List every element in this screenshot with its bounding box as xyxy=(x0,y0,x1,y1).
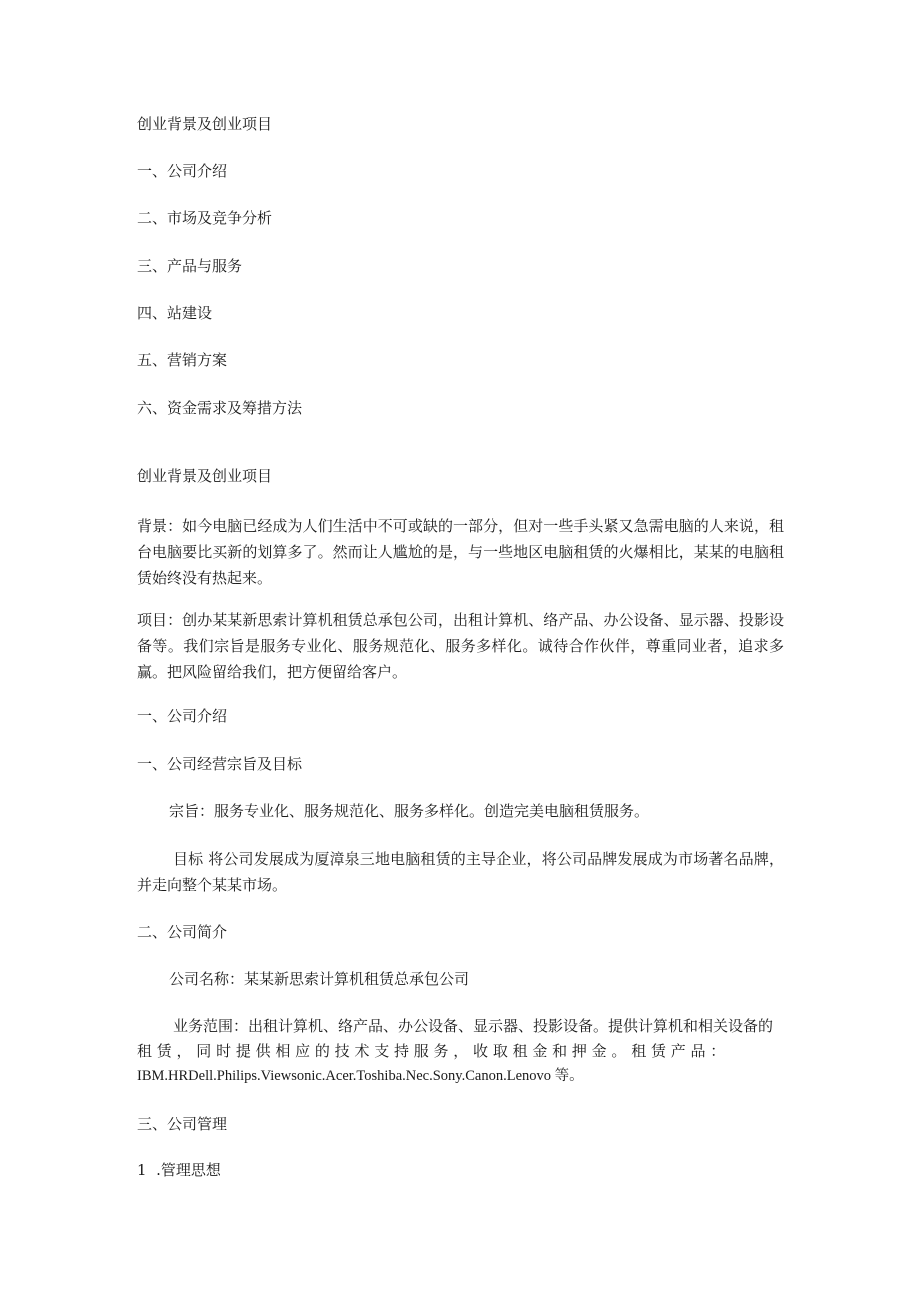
purpose-heading: 一、公司经营宗旨及目标 xyxy=(137,755,303,773)
toc-item-company-intro: 一、公司介绍 xyxy=(137,162,228,180)
profile-heading: 二、公司简介 xyxy=(137,923,228,941)
section-title: 创业背景及创业项目 xyxy=(137,467,273,485)
purpose-line: 宗旨：服务专业化、服务规范化、服务多样化。创造完美电脑租赁服务。 xyxy=(169,802,650,820)
project-paragraph: 项目：创办某某新思索计算机租赁总承包公司，出租计算机、络产品、办公设备、显示器、投影设备等。我们宗旨是服务专业化、服务规范化、服务多样化。诚待合作伙伴，尊重同业者，追求多赢。把风险留给我们，把方便留给客户。 xyxy=(137,611,784,681)
toc-item-marketing-plan: 五、营销方案 xyxy=(137,351,228,369)
management-subheading: 1 .管理思想 xyxy=(137,1161,221,1179)
toc-item-products-services: 三、产品与服务 xyxy=(137,257,243,275)
business-scope-line-3: IBM.HRDell.Philips.Viewsonic.Acer.Toshiba.Nec.Sony.Canon.Lenovo 等。 xyxy=(137,1068,584,1084)
background-paragraph: 背景：如今电脑已经成为人们生活中不可或缺的一部分，但对一些手头紧又急需电脑的人来说，租台电脑要比买新的划算多了。然而让人尴尬的是，与一些地区电脑租赁的火爆相比，某某的电脑租赁始终没有热起来。 xyxy=(137,517,784,587)
business-scope-line-1: 业务范围：出租计算机、络产品、办公设备、显示器、投影设备。提供计算机和相关设备的 xyxy=(173,1017,774,1035)
toc-item-funding: 六、资金需求及筹措方法 xyxy=(137,399,303,417)
business-scope-line-2: 租 赁 ， 同 时 提 供 相 应 的 技 术 支 持 服 务 ， 收 取 租 金 和 押 金 。 租 赁 产 品 ： xyxy=(137,1042,726,1060)
toc-item-site-construction: 四、站建设 xyxy=(137,304,213,322)
company-name-line: 公司名称：某某新思索计算机租赁总承包公司 xyxy=(169,970,470,988)
toc-item-market-analysis: 二、市场及竞争分析 xyxy=(137,209,273,227)
toc-title: 创业背景及创业项目 xyxy=(137,115,273,133)
company-intro-heading: 一、公司介绍 xyxy=(137,707,228,725)
goal-paragraph: 目标 将公司发展成为厦漳泉三地电脑租赁的主导企业，将公司品牌发展成为市场著名品牌，并走向整个某某市场。 xyxy=(137,850,784,894)
management-heading: 三、公司管理 xyxy=(137,1115,228,1133)
